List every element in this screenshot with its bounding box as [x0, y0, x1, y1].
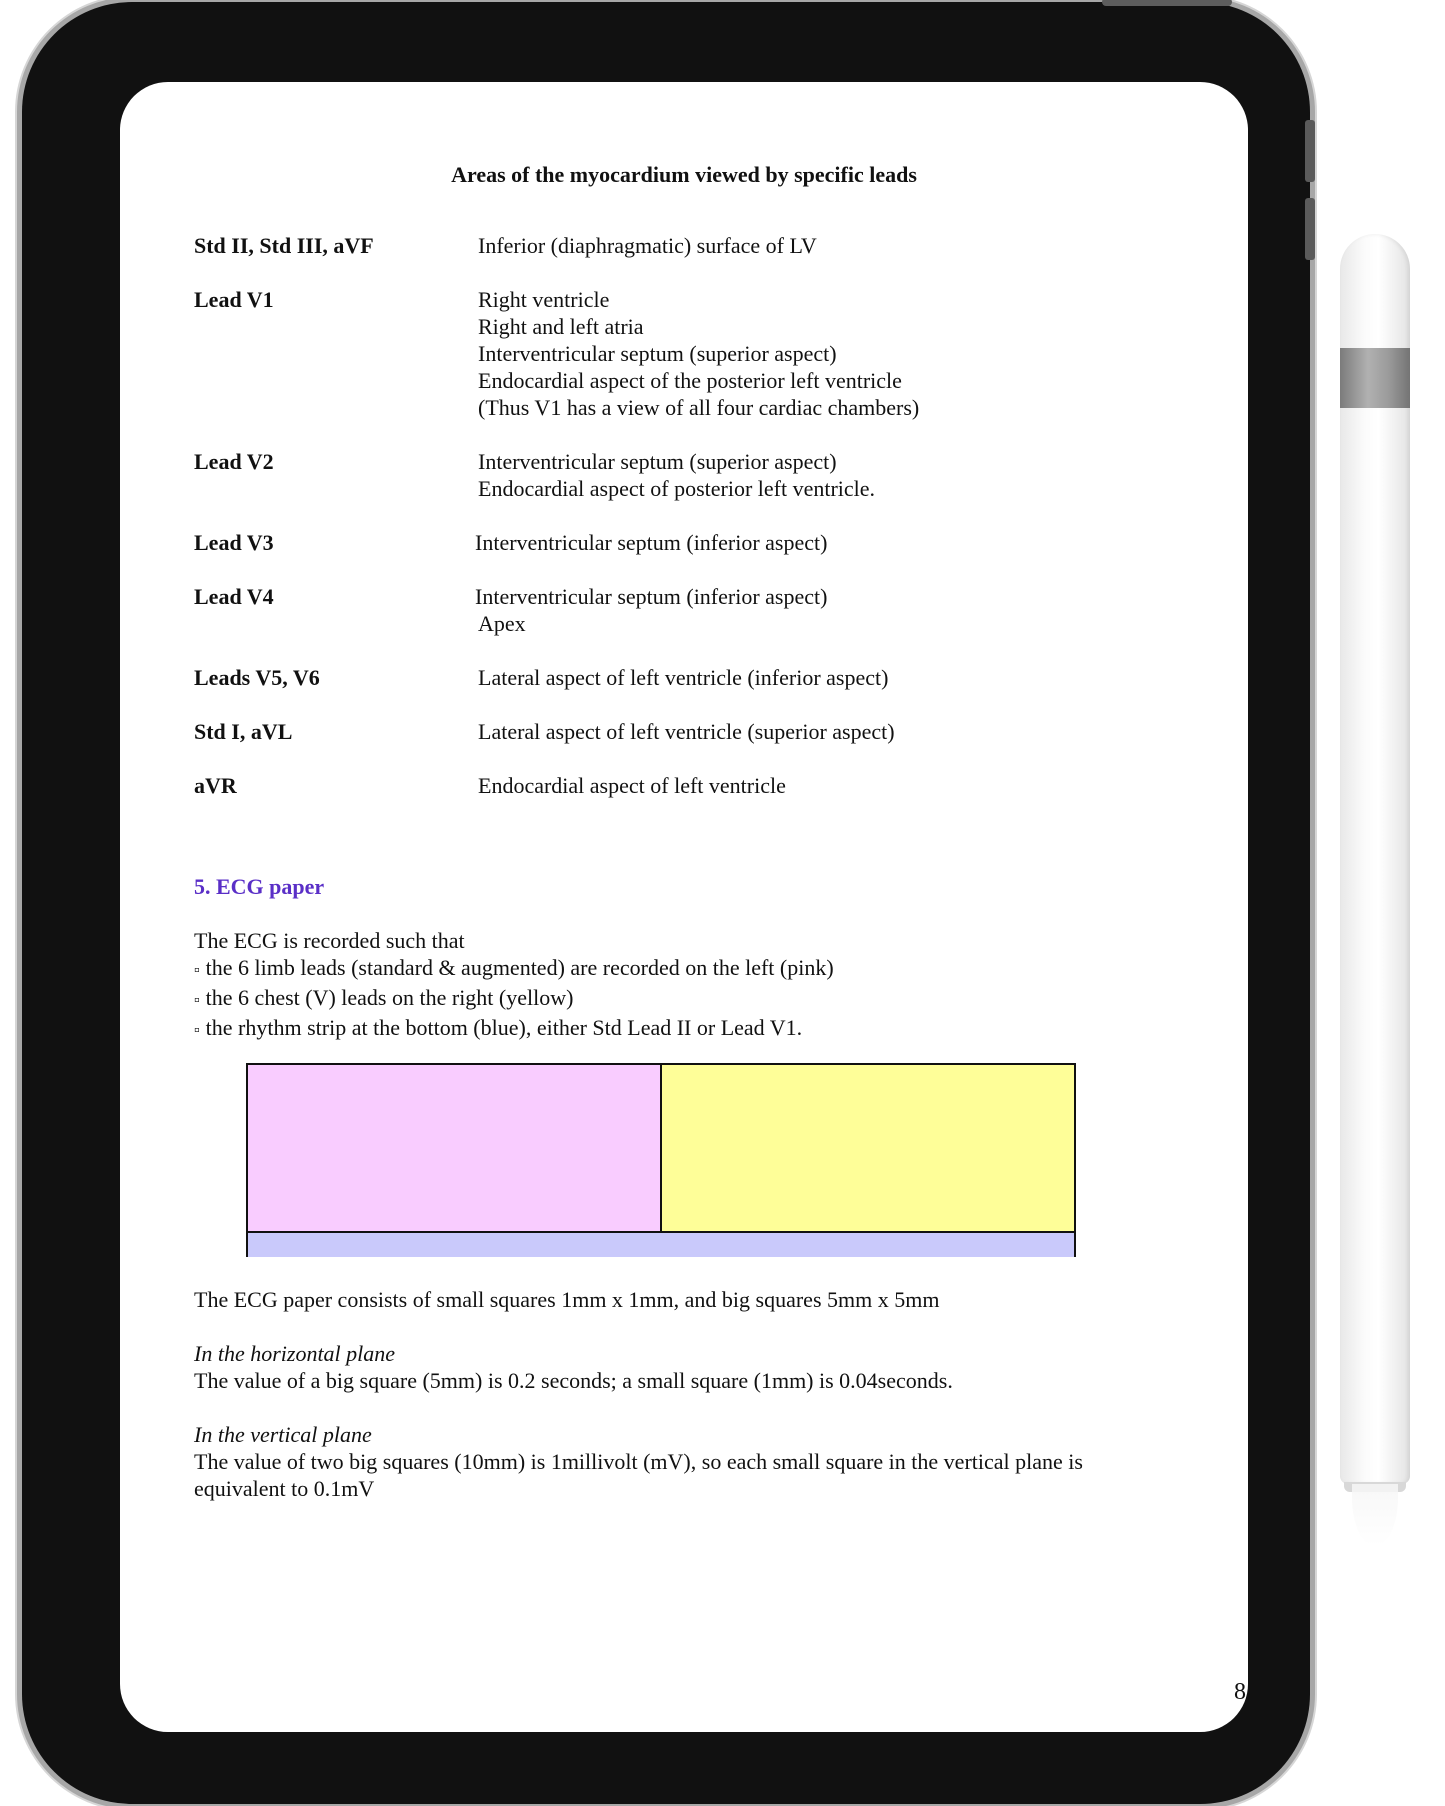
lead-description: [475, 529, 1175, 556]
bullet-item: ▫ the rhythm strip at the bottom (blue), either Std Lead II or Lead V1.: [194, 1014, 1194, 1044]
lead-description-line: Lateral aspect of left ventricle (superior aspect): [478, 719, 895, 744]
rhythm-strip-region: [248, 1231, 1074, 1257]
bullet-item: ▫ the 6 limb leads (standard & augmented) are recorded on the left (pink): [194, 954, 1194, 984]
section-heading: 5. ECG paper: [194, 874, 325, 899]
subheading: In the vertical plane: [194, 1422, 372, 1447]
lead-name: Std II, Std III, aVF: [194, 233, 374, 258]
lead-description: [478, 286, 1178, 421]
lead-description-line: Interventricular septum (inferior aspect): [475, 530, 828, 555]
vertical-plane-paragraph: [194, 1421, 1194, 1502]
page-title: Areas of the myocardium viewed by specific leads: [451, 162, 917, 187]
lead-description-line: Inferior (diaphragmatic) surface of LV: [478, 233, 817, 258]
chest-leads-region: [662, 1065, 1074, 1231]
lead-description-line: Endocardial aspect of the posterior left ventricle: [478, 368, 902, 393]
ecg-layout-diagram: [246, 1063, 1076, 1257]
lead-description-line: Endocardial aspect of posterior left ventricle.: [478, 476, 876, 501]
bullet-item: ▫ the 6 chest (V) leads on the right (yellow): [194, 984, 1194, 1014]
paragraph-line: The value of two big squares (10mm) is 1millivolt (mV), so each small square in the vertical plane is: [194, 1449, 1083, 1474]
paper-description: [194, 1286, 1194, 1313]
document-page: [120, 82, 1248, 1732]
paragraph-line: equivalent to 0.1mV: [194, 1476, 375, 1501]
tablet-frame: [22, 2, 1310, 1804]
lead-name: Lead V3: [194, 530, 274, 555]
page-number: 8: [1234, 1679, 1246, 1705]
volume-down-button: [1305, 198, 1315, 260]
lead-description: [478, 664, 1178, 691]
lead-name: Lead V1: [194, 287, 274, 312]
lead-description-line: Right ventricle: [478, 287, 610, 312]
horizontal-plane-paragraph: [194, 1340, 1194, 1394]
lead-name: aVR: [194, 773, 237, 798]
stylus-tip: [1352, 1484, 1398, 1546]
lead-description: [478, 772, 1178, 799]
lead-name: Lead V4: [194, 584, 274, 609]
top-button: [1102, 0, 1232, 6]
paragraph-line: The ECG paper consists of small squares 1mm x 1mm, and big squares 5mm x 5mm: [194, 1287, 940, 1312]
recording-layout-paragraph: [194, 927, 1194, 1044]
volume-up-button: [1305, 120, 1315, 182]
lead-description-line: (Thus V1 has a view of all four cardiac chambers): [478, 395, 920, 420]
paragraph-line: The value of a big square (5mm) is 0.2 seconds; a small square (1mm) is 0.04seconds.: [194, 1368, 953, 1393]
lead-description-line: Endocardial aspect of left ventricle: [478, 773, 786, 798]
lead-description-line: Interventricular septum (superior aspect): [478, 449, 837, 474]
subheading: In the horizontal plane: [194, 1341, 396, 1366]
stylus-pencil: [1340, 234, 1410, 1484]
lead-description-line: Right and left atria: [478, 314, 644, 339]
lead-description: [478, 718, 1178, 745]
lead-description: [478, 232, 1178, 259]
lead-name: Lead V2: [194, 449, 274, 474]
lead-description-line: Interventricular septum (superior aspect): [478, 341, 837, 366]
paragraph-line: The ECG is recorded such that: [194, 928, 465, 953]
lead-description-line: Lateral aspect of left ventricle (inferior aspect): [478, 665, 889, 690]
lead-name: Leads V5, V6: [194, 665, 320, 690]
lead-name: Std I, aVL: [194, 719, 293, 744]
lead-description-line: Apex: [478, 611, 526, 636]
stylus-band: [1340, 348, 1410, 408]
limb-leads-region: [248, 1065, 662, 1231]
lead-description-line: Interventricular septum (inferior aspect): [475, 584, 828, 609]
lead-description: [475, 583, 1175, 637]
lead-description: [478, 448, 1178, 502]
